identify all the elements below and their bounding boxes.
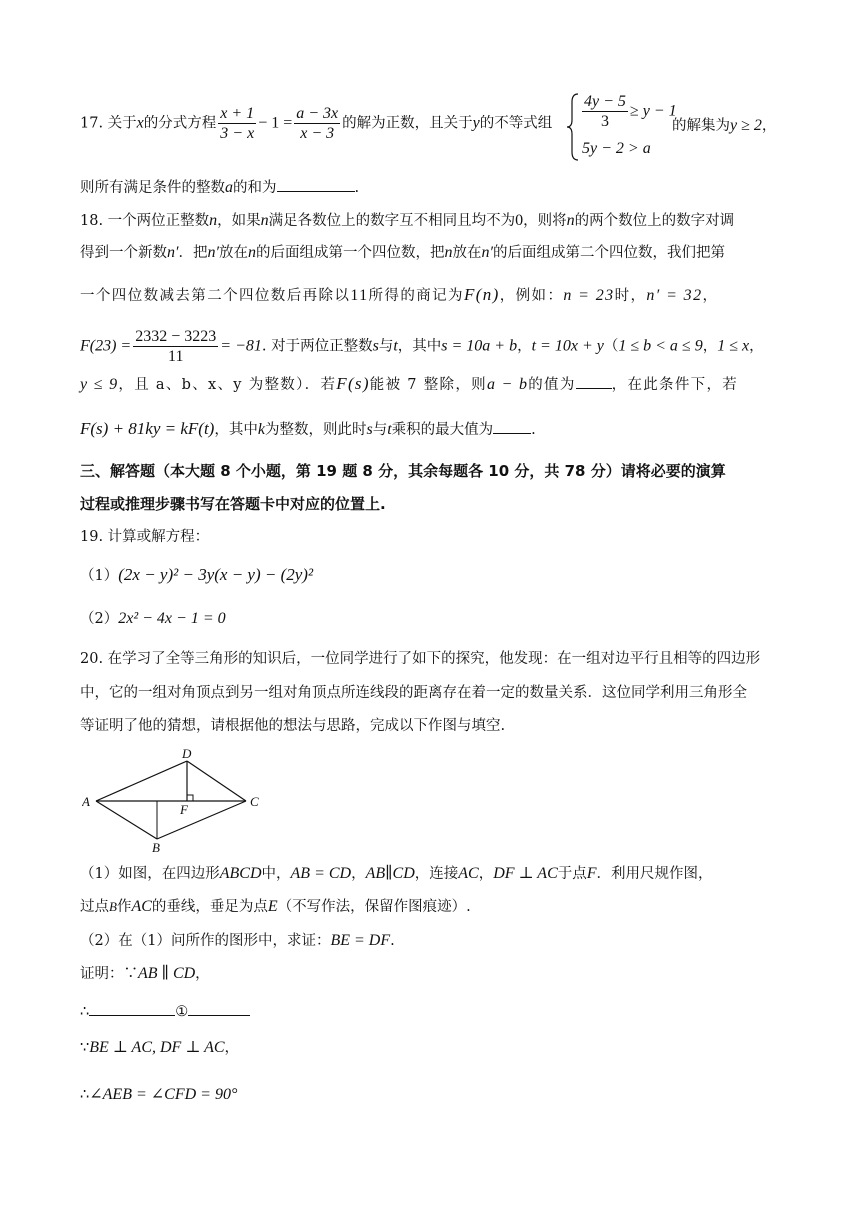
answer-blank[interactable] [277, 177, 355, 192]
q20-part-1-line-1: （1）如图，在四边形ABCD中，AB = CD，AB∥CD，连接AC，DF ⊥ AC于点F．利用尺规作图， [80, 865, 713, 882]
q20-part-1-line-2: 过点B作AC的垂线，垂足为点E（不写作法，保留作图痕迹）. [80, 898, 471, 915]
vertex-C-label: C [250, 794, 259, 809]
system-row-1 [580, 92, 677, 131]
fraction-left: $\frac{x + 1}{3 - x}$ [220, 105, 255, 142]
quadrilateral-figure [82, 748, 272, 854]
q17-line-1 [80, 104, 552, 143]
var-x: x [136, 114, 144, 132]
q17-text-4: 的不等式组 [479, 115, 553, 132]
proof-line-1: 证明：∵AB ∥ CD， [80, 965, 210, 982]
answer-blank[interactable] [188, 1001, 250, 1016]
answer-blank[interactable] [576, 374, 612, 389]
section-3-heading-1: 三、解答题（本大题 8 个小题，第 19 题 8 分，其余每题各 10 分，共 78 分）请将必要的演算 [80, 462, 726, 480]
answer-blank[interactable] [89, 1001, 175, 1016]
q17-line-1-tail: 的解集为y ≥ 2， [672, 117, 777, 134]
eq-mid: − 1 = [258, 114, 293, 132]
fraction-right: $\frac{a - 3x}{x - 3}$ [296, 105, 339, 142]
q18-line-4: F(23) = $\frac{2332 - 3223}{11}$ = −81. 对于两位正整数s与t，其中s = 10a + b，t = 10x + y（1 ≤ b < a ≤ 9，1 ≤ x， [80, 328, 764, 365]
f23-fraction: $\frac{2332 - 3223}{11}$ [135, 328, 217, 365]
proof-line-4: ∴∠AEB = ∠CFD = 90° [80, 1086, 238, 1103]
system-brace-icon [566, 92, 580, 162]
q20-line-1: 20. 在学习了全等三角形的知识后，一位同学进行了如下的探究，他发现：在一组对边平行且相等的四边形 [80, 651, 761, 667]
q18-line-2: 得到一个新数n′．把n′放在n的后面组成第一个四位数，把n放在n′的后面组成第二个四位数，我们把第 [80, 244, 725, 261]
vertex-B-label: B [152, 840, 160, 854]
section-3-heading-2: 过程或推理步骤书写在答题卡中对应的位置上. [80, 495, 386, 513]
q20-line-3: 等证明了他的猜想，请根据他的想法与思路，完成以下作图与填空. [80, 718, 506, 734]
point-F-label: F [180, 802, 188, 817]
q17-number: 17. [80, 115, 104, 132]
q18-line-6: F(s) + 81ky = kF(t)，其中k为整数，则此时s与t乘积的最大值为 . [80, 419, 536, 438]
vertex-D-label: D [182, 748, 192, 761]
q19-title: 19. 计算或解方程： [80, 529, 210, 545]
system-row-2: 5y − 2 > a [582, 140, 651, 157]
q17-line-2: 则所有满足条件的整数a的和为 . [80, 179, 360, 196]
q17-text-3: 的解为正数，且关于 [342, 115, 473, 132]
var-y: y [472, 114, 480, 132]
system-ineq-1: ≥ y − 1 [629, 102, 677, 120]
q18-line-5: y ≤ 9，且 a、b、x、y 为整数）．若F(s)能被 7 整除，则a − b的值为 ，在此条件下，若 [80, 374, 739, 393]
q19-part-2: （2）2x² − 4x − 1 = 0 [80, 610, 226, 627]
q18-line-1: 18. 一个两位正整数n，如果n满足各数位上的数字互不相同且均不为0，则将n的两个数位上的数字对调 [80, 212, 735, 229]
proof-line-2: ∴ ① [80, 1001, 250, 1022]
q20-part-2: （2）在（1）问所作的图形中，求证：BE = DF. [80, 932, 395, 949]
proof-line-3: ∵BE ⊥ AC, DF ⊥ AC， [80, 1039, 240, 1056]
q19-part-1: （1）(2x − y)² − 3y(x − y) − (2y)² [80, 565, 314, 584]
q20-line-2: 中，它的一组对角顶点到另一组对角顶点所连线段的距离存在着一定的数量关系．这位同学利用三角形全 [80, 685, 747, 701]
system-fraction: $\frac{4y - 5}{3}$ [584, 93, 626, 130]
vertex-A-label: A [82, 794, 90, 809]
q17-text-2: 的分式方程 [143, 115, 217, 132]
answer-blank[interactable] [493, 419, 531, 434]
q18-line-3: 一个四位数减去第二个四位数后再除以11所得的商记为F(n)，例如：n = 23时，n′ = 32， [80, 285, 719, 304]
q17-text-1: 关于 [107, 115, 137, 132]
